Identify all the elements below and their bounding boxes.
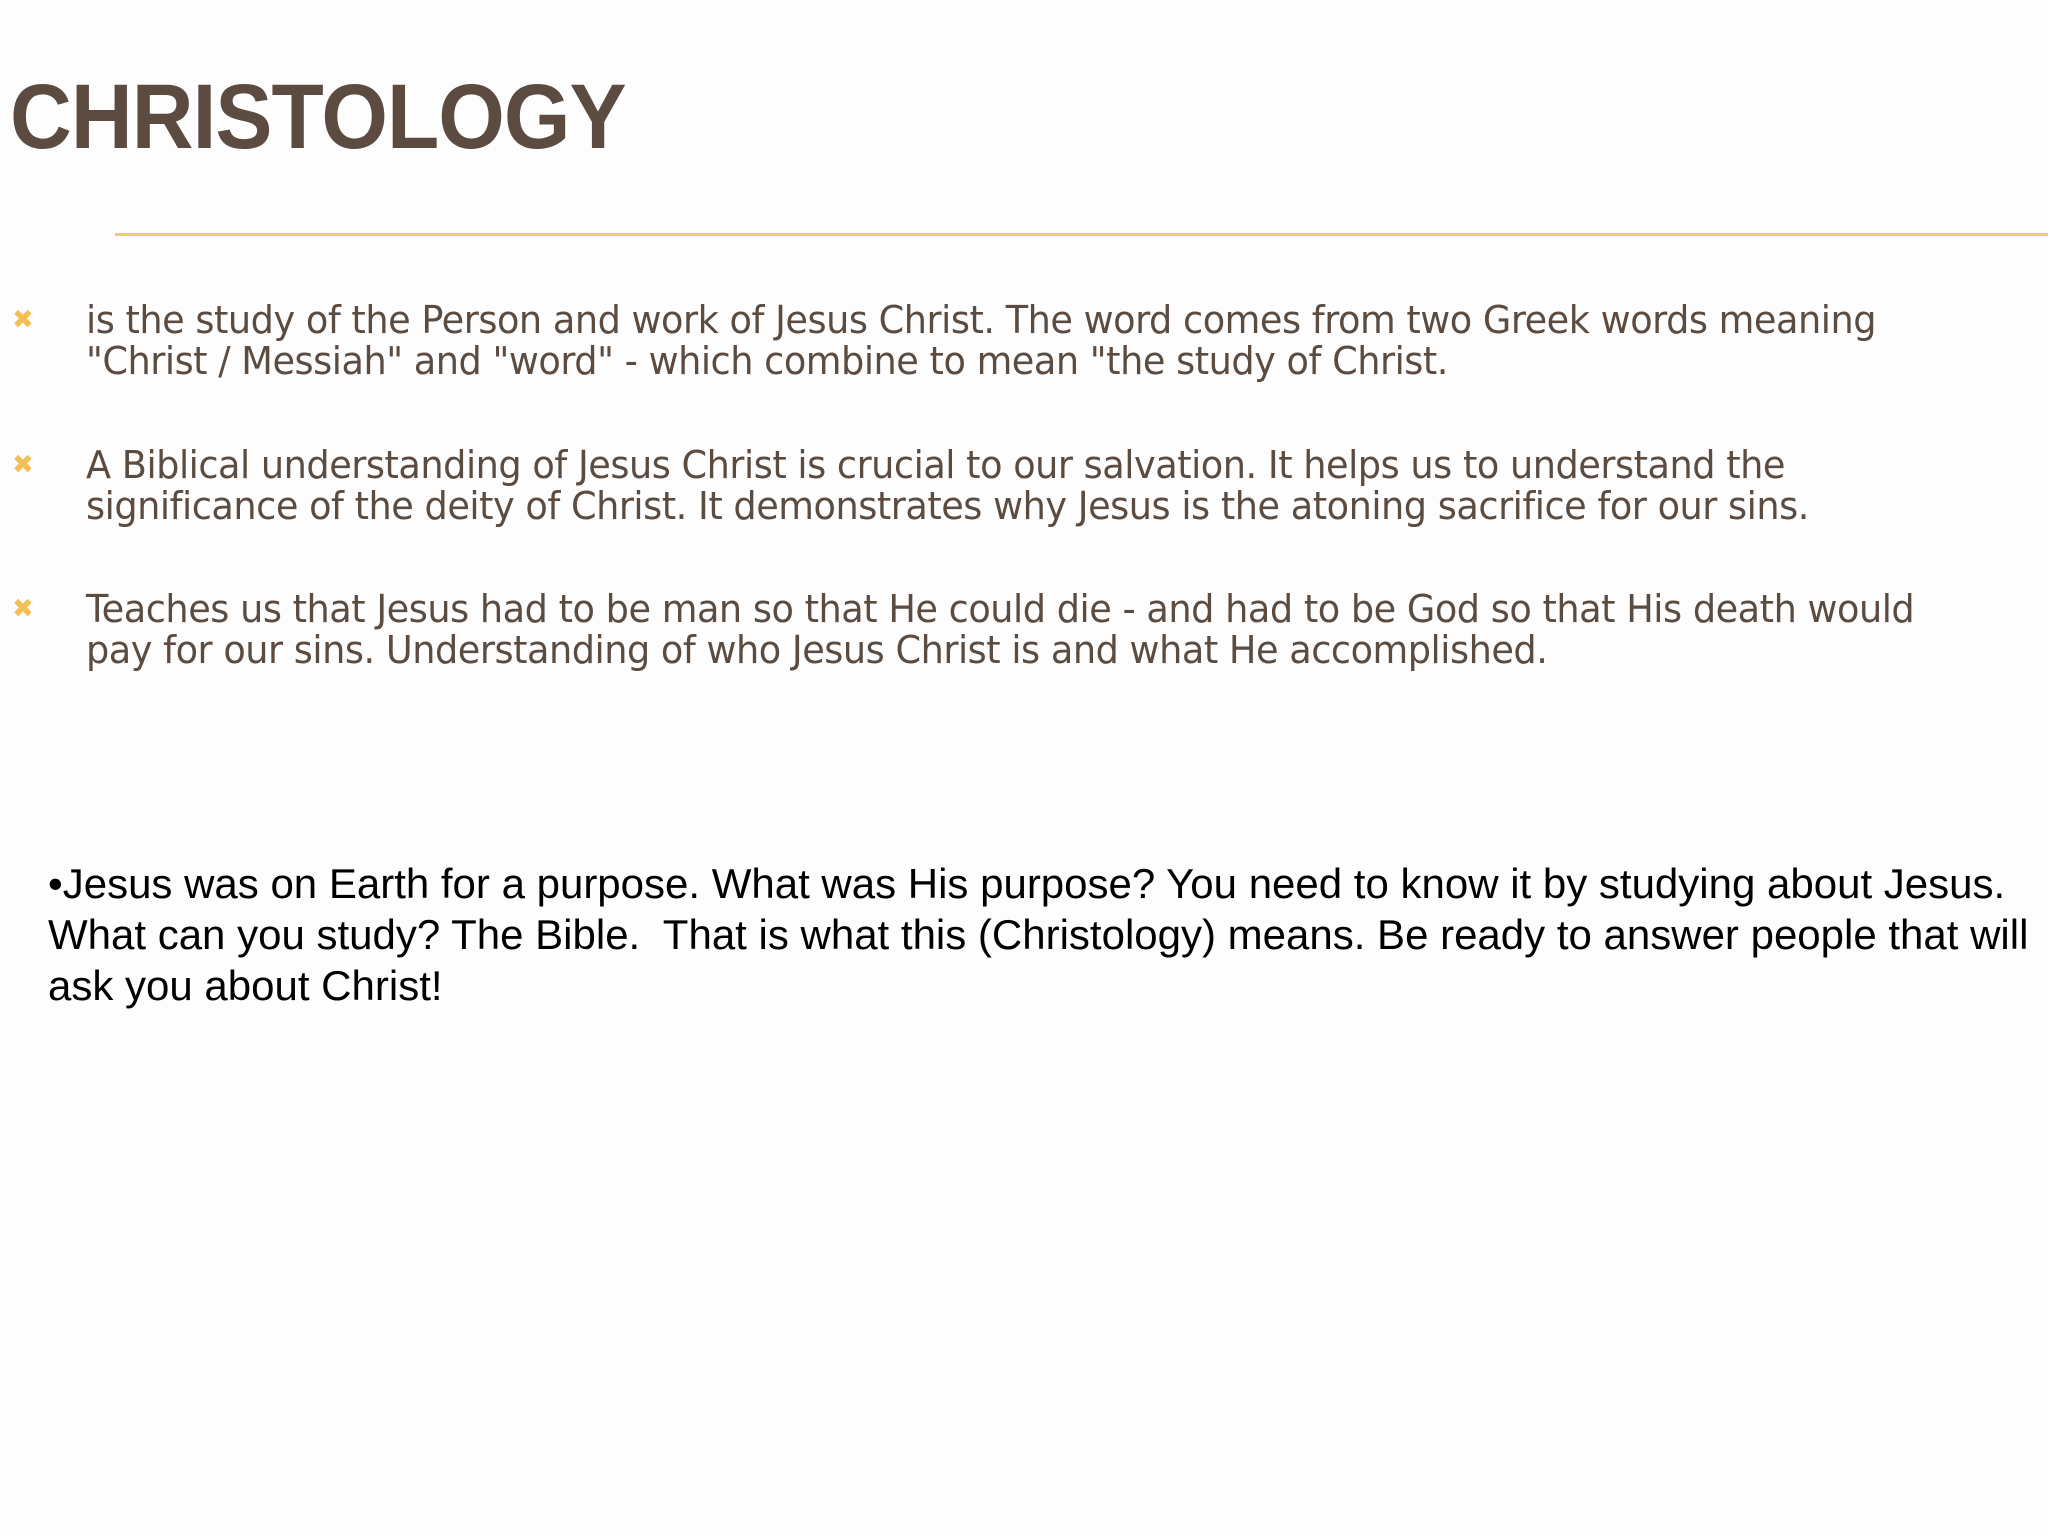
x-mark-icon: ✖	[12, 594, 34, 624]
speaker-note-text: •Jesus was on Earth for a purpose. What was His purpose? You need to know it by studying about Jesus. What can you study? The Bible. That is what this (Christology) means. Be ready to answer people that will ask you about Christ!	[48, 860, 2041, 1009]
x-mark-icon: ✖	[12, 305, 34, 335]
bullet-text: is the study of the Person and work of Jesus Christ. The word comes from two Greek words meaning "Christ / Messiah" and "word" - which combine to mean "the study of Christ.	[86, 298, 1877, 383]
bullet-text: Teaches us that Jesus had to be man so that He could die - and had to be God so that His death would pay for our sins. Understanding of who Jesus Christ is and what He accomplished.	[86, 587, 1915, 672]
bullet-text: A Biblical understanding of Jesus Christ is crucial to our salvation. It helps us to understand the significance of the deity of Christ. It demonstrates why Jesus is the atoning sacrifice for our sins.	[86, 443, 1809, 528]
title-divider	[115, 233, 2048, 236]
slide-title: CHRISTOLOGY	[10, 66, 626, 168]
x-mark-icon: ✖	[12, 450, 34, 480]
